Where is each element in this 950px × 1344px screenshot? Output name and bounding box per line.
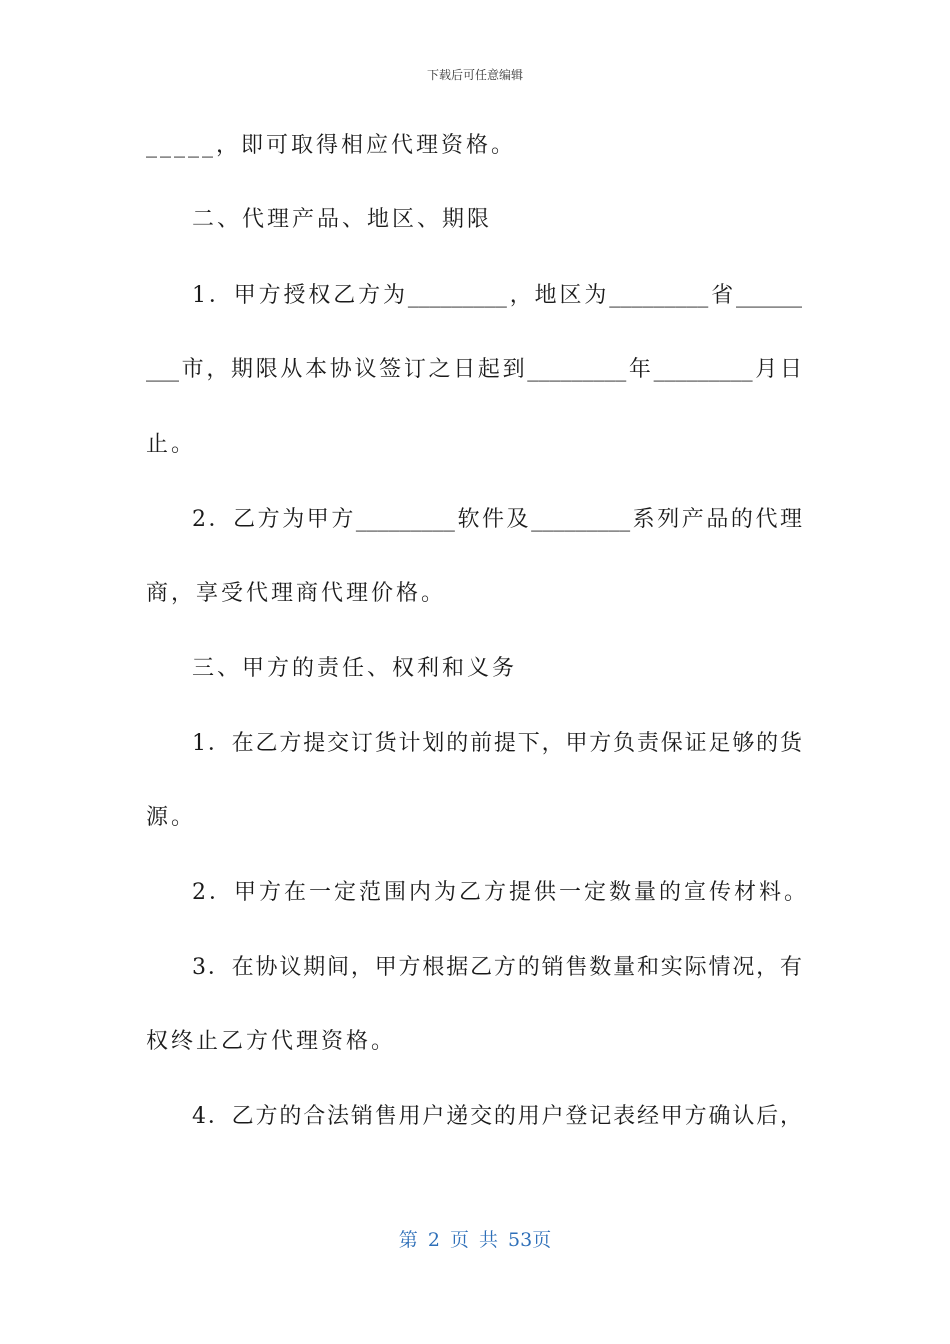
text-line-3: 1．甲方授权乙方为_________，地区为_________省______ (192, 283, 802, 308)
text-line-1: _____，即可取得相应代理资格。 (146, 133, 517, 158)
page-header-note: 下载后可任意编辑 (426, 68, 523, 82)
section-heading-3: 三、甲方的责任、权利和义务 (192, 656, 518, 681)
text-line-6: 2．乙方为甲方_________软件及_________系列产品的代理 (192, 507, 802, 532)
text-line-4: ___市，期限从本协议签订之日起到_________年_________月日 (146, 357, 802, 382)
text-line-7: 商，享受代理商代理价格。 (146, 581, 447, 606)
text-line-13: 权终止乙方代理资格。 (146, 1029, 397, 1054)
text-line-12: 3．在协议期间，甲方根据乙方的销售数量和实际情况，有 (192, 955, 802, 980)
text-line-9: 1．在乙方提交订货计划的前提下，甲方负责保证足够的货 (192, 731, 802, 756)
text-line-10: 源。 (146, 805, 197, 830)
text-line-11: 2．甲方在一定范围内为乙方提供一定数量的宣传材料。 (192, 880, 809, 905)
text-line-5: 止。 (146, 432, 197, 457)
text-line-14: 4．乙方的合法销售用户递交的用户登记表经甲方确认后， (192, 1104, 802, 1129)
section-heading-2: 二、代理产品、地区、期限 (192, 207, 493, 232)
page-number-footer: 第 2 页 共 53页 (398, 1229, 552, 1251)
